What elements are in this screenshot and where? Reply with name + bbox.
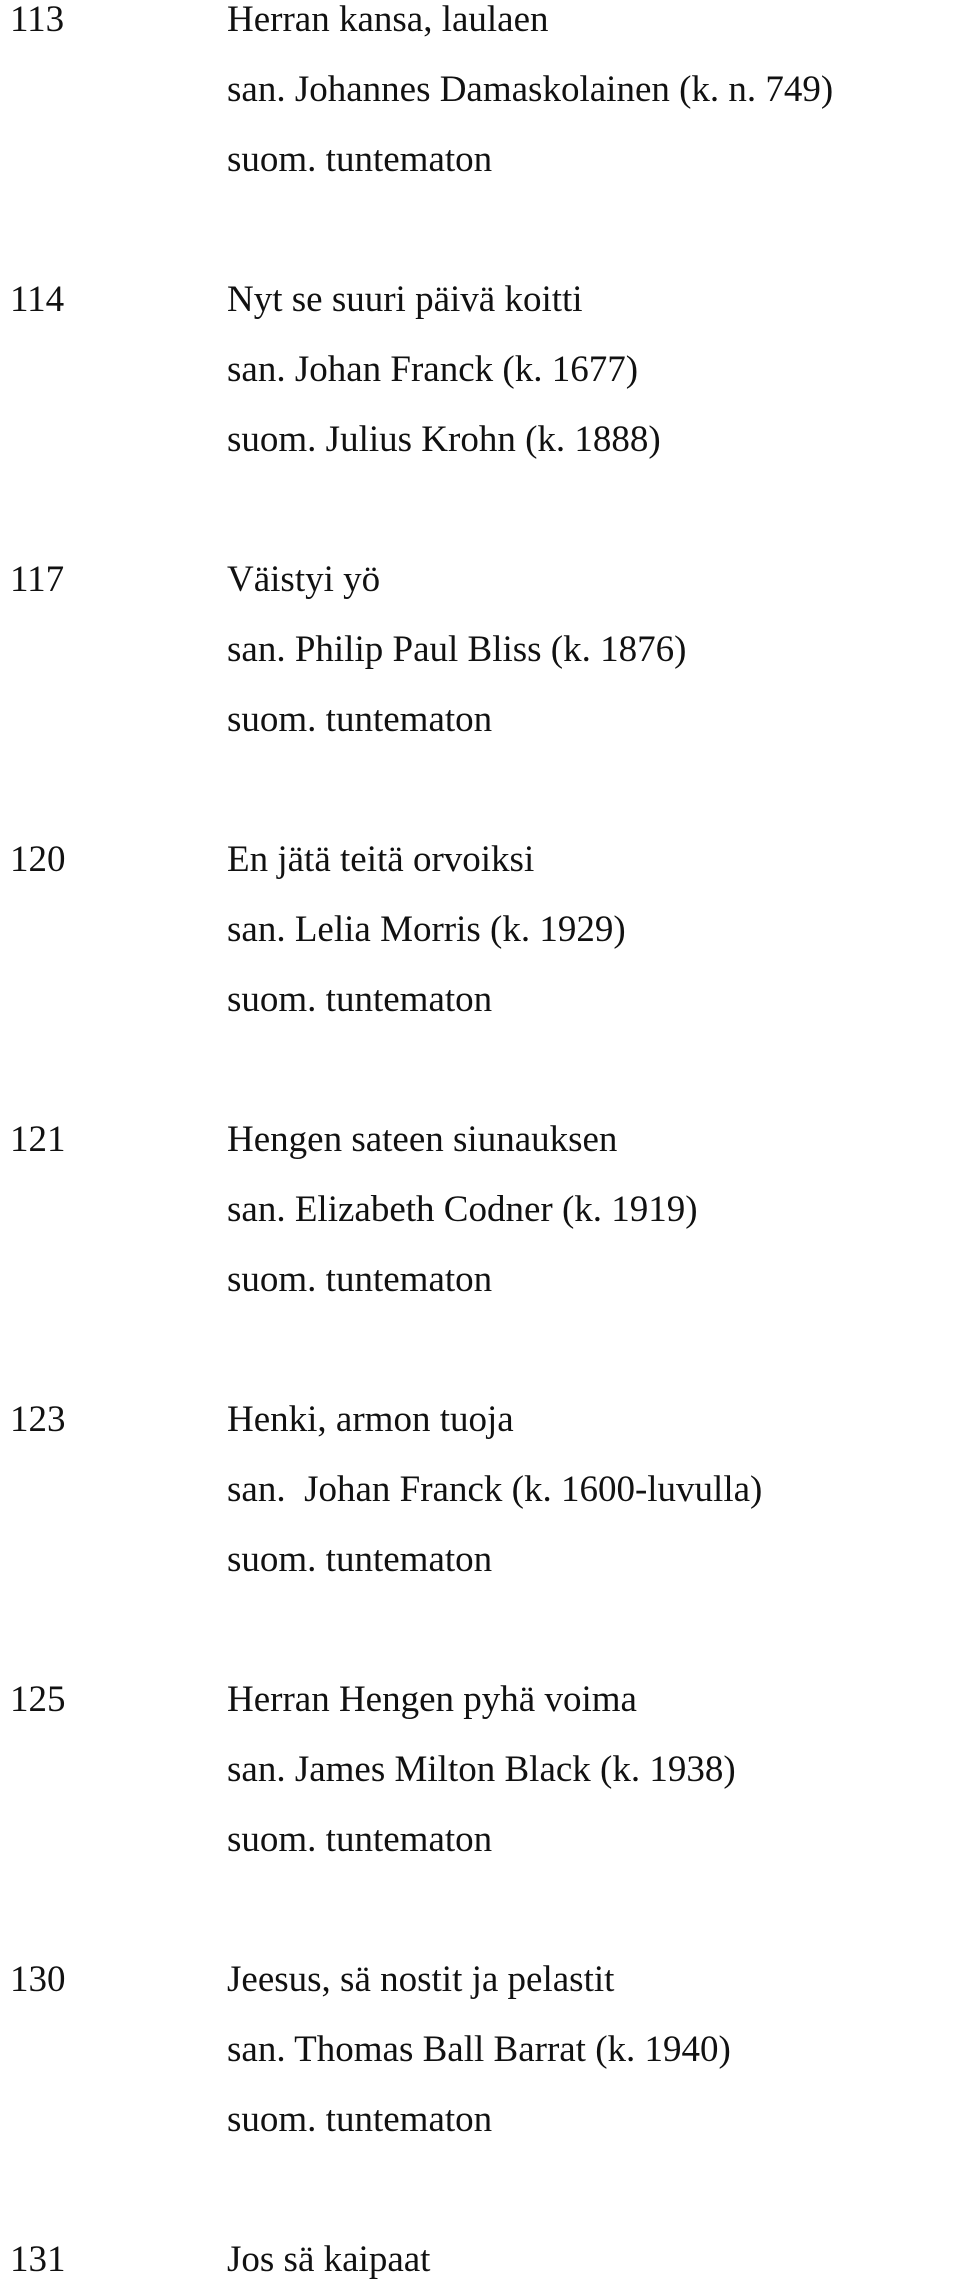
hymn-author: san. James Milton Black (k. 1938) <box>227 1749 736 1790</box>
hymn-translator: suom. tuntematon <box>227 2099 493 2140</box>
hymn-author: san. Lelia Morris (k. 1929) <box>227 909 626 950</box>
hymn-number: 130 <box>10 1959 66 2000</box>
hymn-translator: suom. tuntematon <box>227 1259 493 1300</box>
hymn-translator: suom. Julius Krohn (k. 1888) <box>227 419 661 460</box>
hymn-title: Herran Hengen pyhä voima <box>227 1679 637 1720</box>
hymn-title: Henki, armon tuoja <box>227 1399 514 1440</box>
hymn-author: san. Johan Franck (k. 1677) <box>227 349 639 390</box>
hymn-number: 131 <box>10 2239 66 2280</box>
hymn-title: Herran kansa, laulaen <box>227 0 549 40</box>
hymn-number: 121 <box>10 1119 66 1160</box>
hymn-number: 120 <box>10 839 66 880</box>
hymn-title: En jätä teitä orvoiksi <box>227 839 535 880</box>
hymn-number: 125 <box>10 1679 66 1720</box>
hymn-title: Jos sä kaipaat <box>227 2239 431 2280</box>
hymn-number: 117 <box>10 559 65 600</box>
hymn-author: san. Johan Franck (k. 1600-luvulla) <box>227 1469 763 1510</box>
hymn-author: san. Thomas Ball Barrat (k. 1940) <box>227 2029 731 2070</box>
hymn-translator: suom. tuntematon <box>227 1539 493 1580</box>
hymn-title: Väistyi yö <box>227 559 381 600</box>
hymn-author: san. Philip Paul Bliss (k. 1876) <box>227 629 687 670</box>
hymn-translator: suom. tuntematon <box>227 1819 493 1860</box>
hymn-translator: suom. tuntematon <box>227 139 493 180</box>
hymn-author: san. Johannes Damaskolainen (k. n. 749) <box>227 69 834 110</box>
hymn-number: 113 <box>10 0 65 40</box>
hymn-title: Jeesus, sä nostit ja pelastit <box>227 1959 615 2000</box>
hymn-author: san. Elizabeth Codner (k. 1919) <box>227 1189 698 1230</box>
hymn-translator: suom. tuntematon <box>227 699 493 740</box>
hymn-number: 123 <box>10 1399 66 1440</box>
hymn-title: Nyt se suuri päivä koitti <box>227 279 583 320</box>
hymn-translator: suom. tuntematon <box>227 979 493 1020</box>
hymn-number: 114 <box>10 279 65 320</box>
hymn-title: Hengen sateen siunauksen <box>227 1119 618 1160</box>
